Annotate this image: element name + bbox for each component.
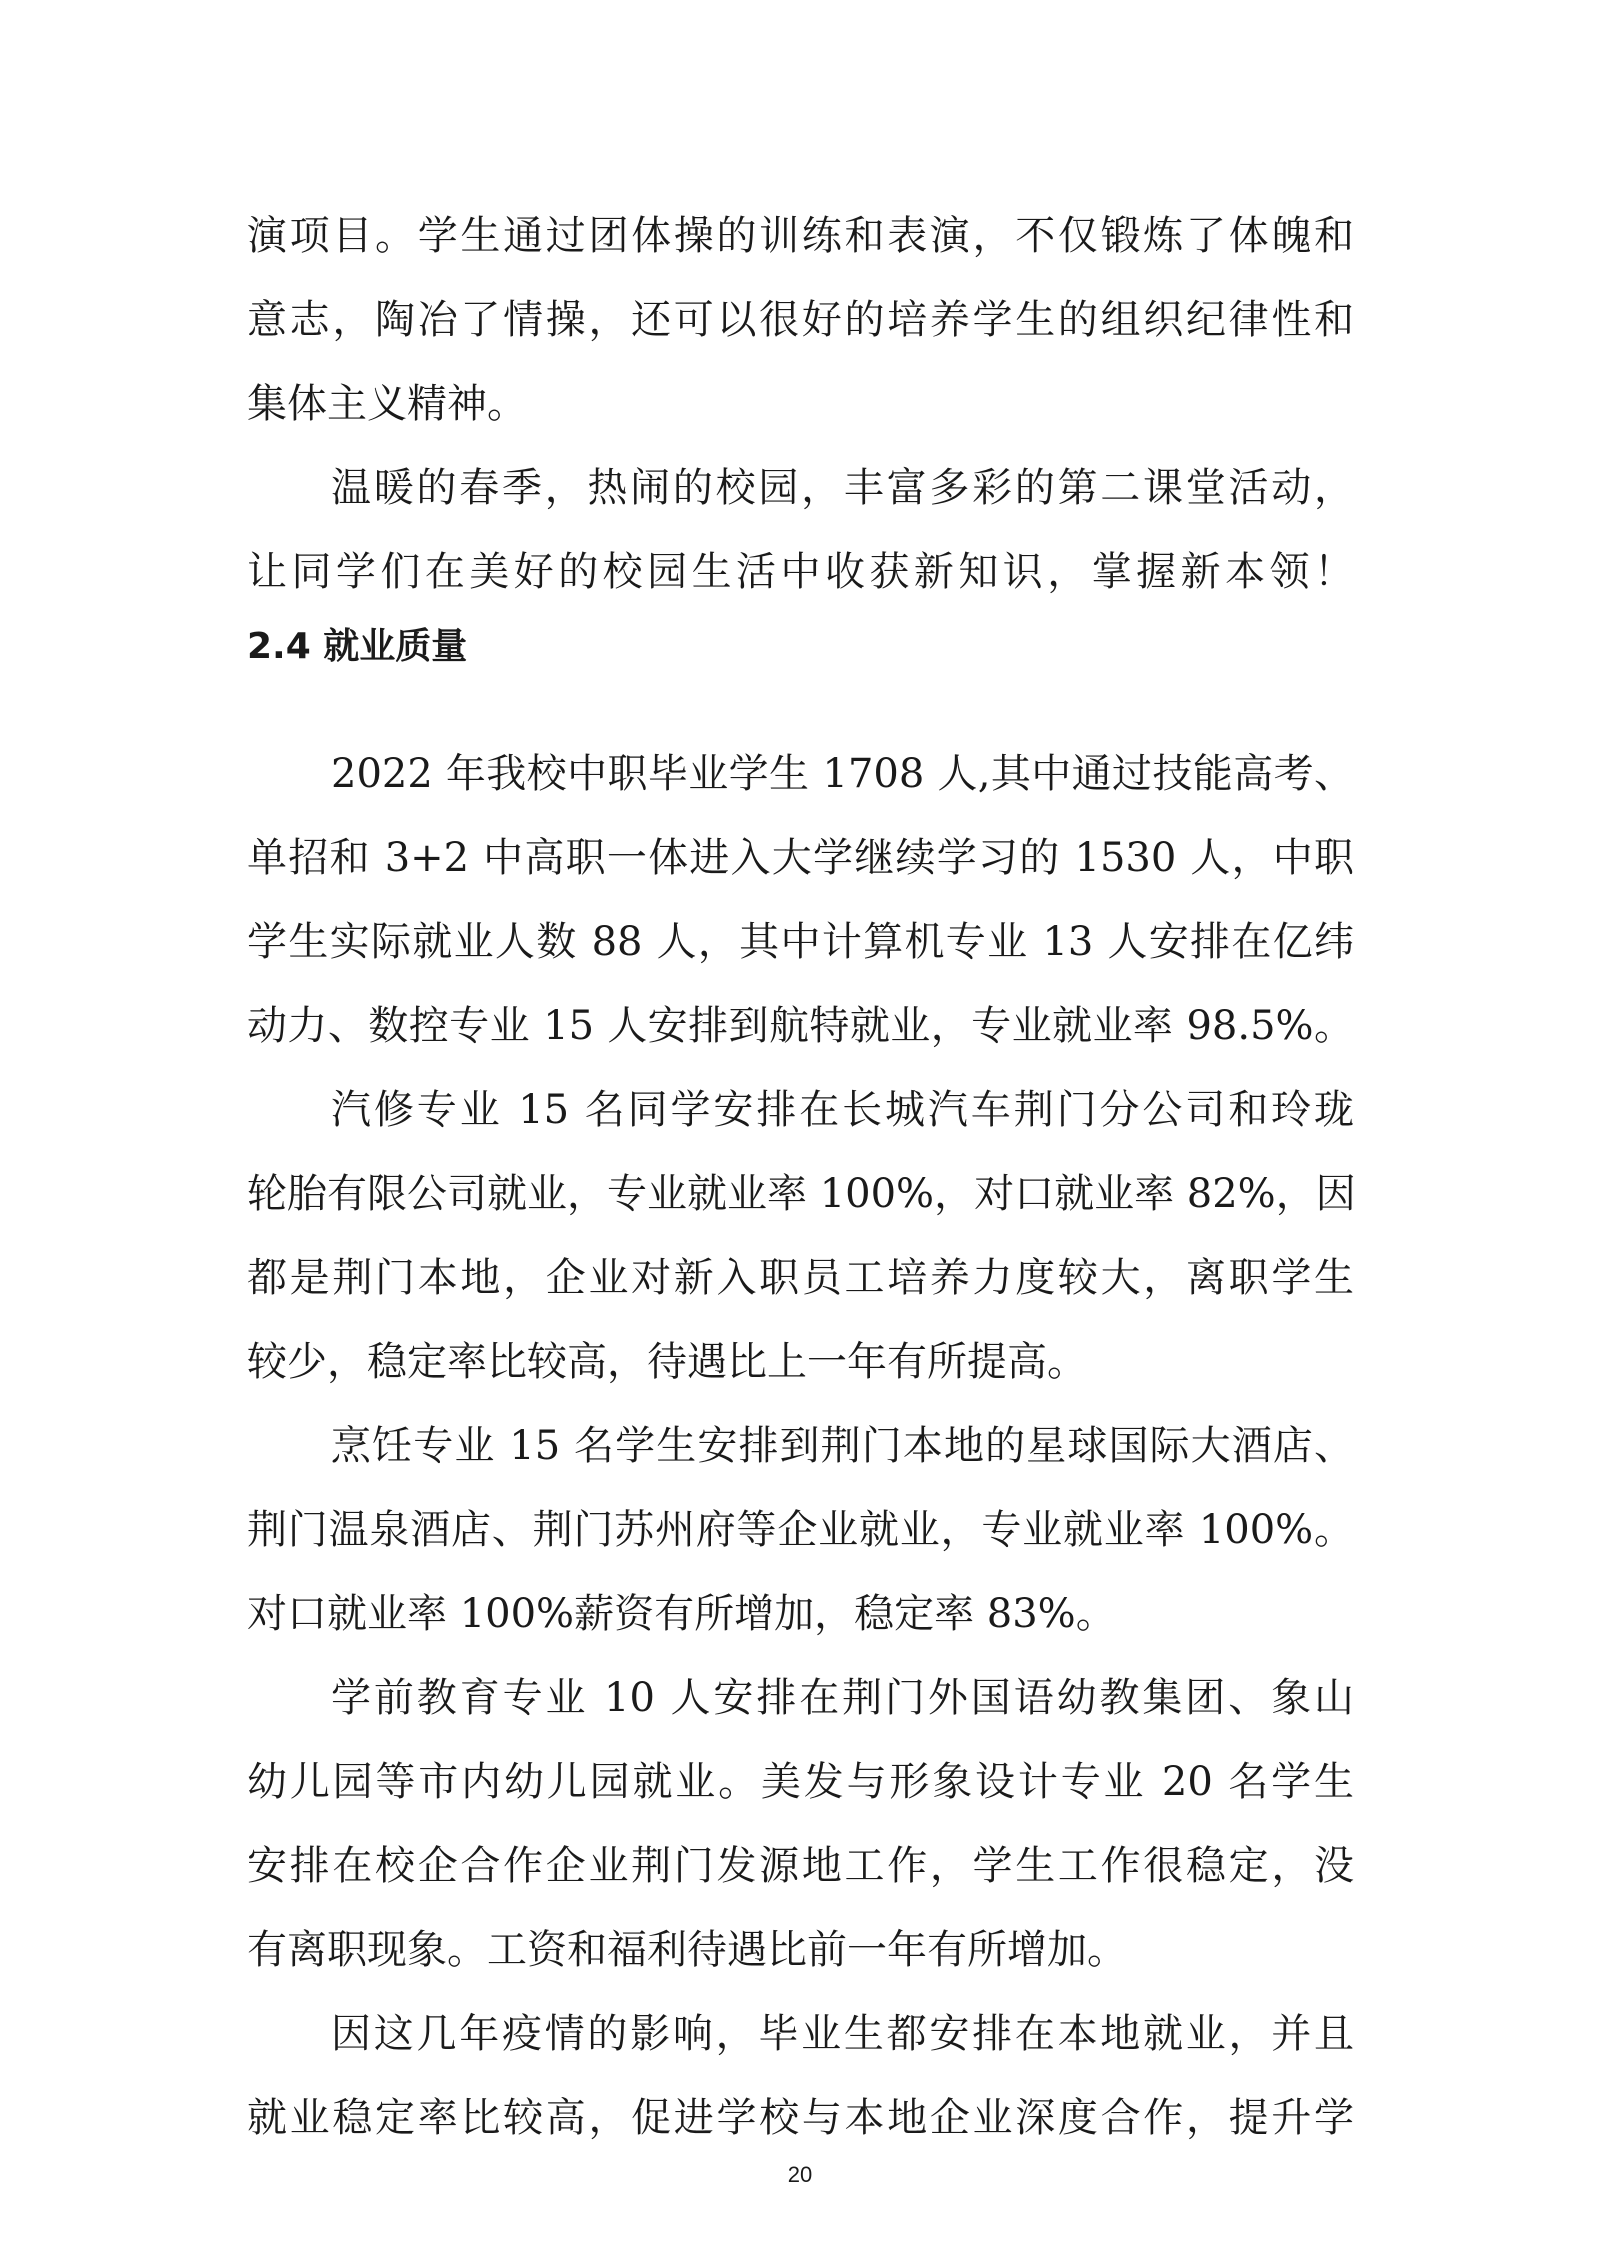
paragraph-line [0,1752,1600,1812]
paragraph-line [0,542,1600,602]
paragraph-text: 温暖的春季，热闹的校园，丰富多彩的第二课堂活动， [331,465,1354,511]
paragraph-line [0,1332,1600,1392]
paragraph-text: 有离职现象。工资和福利待遇比前一年有所增加。 [247,1927,1127,1973]
paragraph-line [0,2004,1600,2064]
paragraph-line [0,1836,1600,1896]
paragraph-text: 就业稳定率比较高，促进学校与本地企业深度合作，提升学 [247,2095,1354,2141]
paragraph-line [0,996,1600,1056]
paragraph-line [0,1248,1600,1308]
paragraph-text: 安排在校企合作企业荆门发源地工作，学生工作很稳定，没 [247,1843,1354,1889]
section-heading: 2.4 就业质量 [247,626,468,667]
paragraph-line [0,206,1600,266]
paragraph-text: 轮胎有限公司就业，专业就业率 100%，对口就业率 82%，因 [247,1171,1356,1217]
paragraph-text: 汽修专业 15 名同学安排在长城汽车荆门分公司和玲珑 [331,1087,1354,1133]
paragraph-line [0,458,1600,518]
paragraph-text: 意志，陶冶了情操，还可以很好的培养学生的组织纪律性和 [247,297,1354,343]
paragraph-text: 学生实际就业人数 88 人，其中计算机专业 13 人安排在亿纬 [247,919,1354,965]
paragraph-line [0,1416,1600,1476]
paragraph-text: 2022 年我校中职毕业学生 1708 人,其中通过技能高考、 [331,751,1354,797]
paragraph-text: 动力、数控专业 15 人安排到航特就业，专业就业率 98.5%。 [247,1003,1354,1049]
paragraph-line [0,828,1600,888]
paragraph-text: 演项目。学生通过团体操的训练和表演，不仅锻炼了体魄和 [247,213,1354,259]
paragraph-line [0,290,1600,350]
paragraph-line [0,912,1600,972]
paragraph-line [0,2088,1600,2148]
paragraph-line [0,1164,1600,1224]
paragraph-line [0,1584,1600,1644]
paragraph-text: 单招和 3+2 中高职一体进入大学继续学习的 1530 人，中职 [247,835,1354,881]
paragraph-line [0,1080,1600,1140]
paragraph-line [0,1920,1600,1980]
paragraph-text: 都是荆门本地，企业对新入职员工培养力度较大，离职学生 [247,1255,1354,1301]
paragraph-text: 对口就业率 100%薪资有所增加，稳定率 83%。 [247,1591,1116,1637]
page-number: 20 [787,2162,813,2187]
paragraph-line [0,374,1600,434]
paragraph-text: 学前教育专业 10 人安排在荆门外国语幼教集团、象山 [331,1675,1354,1721]
paragraph-text: 荆门温泉酒店、荆门苏州府等企业就业，专业就业率 100%。 [247,1507,1354,1553]
paragraph-text: 幼儿园等市内幼儿园就业。美发与形象设计专业 20 名学生 [247,1759,1354,1805]
paragraph-line [0,1500,1600,1560]
paragraph-line [0,744,1600,804]
paragraph-text: 集体主义精神。 [247,381,527,427]
paragraph-line [0,1668,1600,1728]
paragraph-text: 因这几年疫情的影响，毕业生都安排在本地就业，并且 [331,2011,1354,2057]
paragraph-text: 烹饪专业 15 名学生安排到荆门本地的星球国际大酒店、 [331,1423,1354,1469]
paragraph-text: 让同学们在美好的校园生活中收获新知识，掌握新本领！ [247,549,1354,595]
paragraph-text: 较少，稳定率比较高，待遇比上一年有所提高。 [247,1339,1087,1385]
